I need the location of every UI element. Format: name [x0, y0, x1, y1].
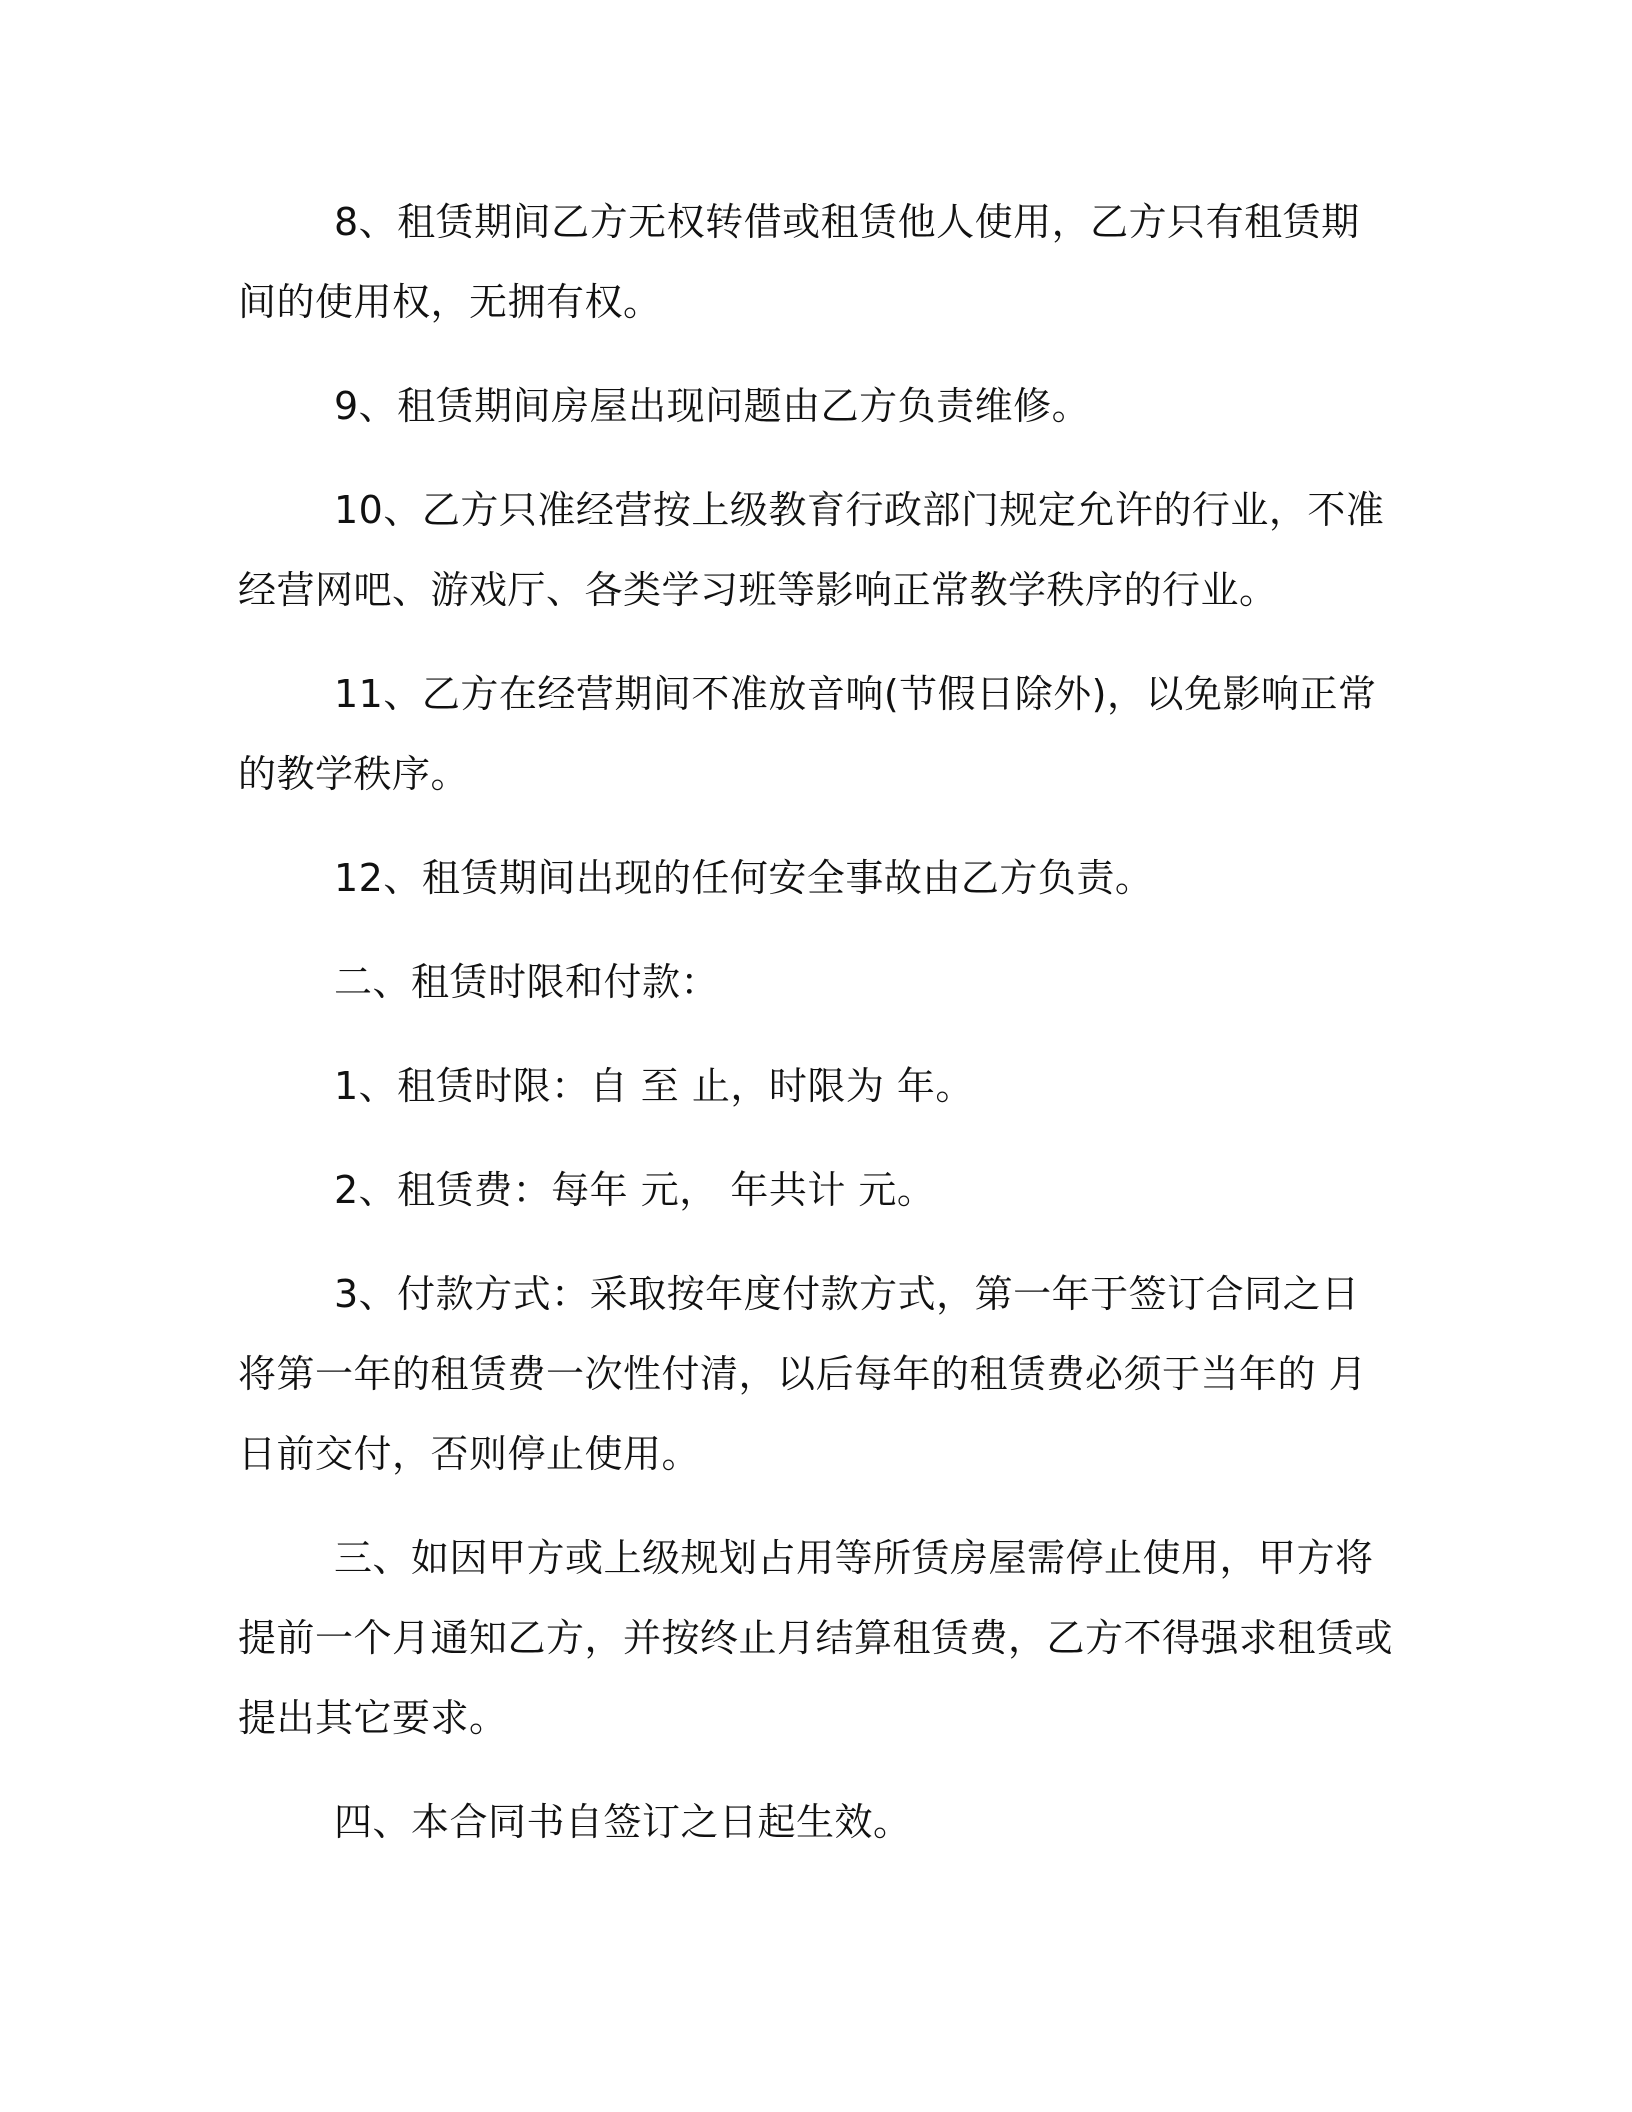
paragraph-gap: [238, 918, 1396, 942]
clause-8: 8、租赁期间乙方无权转借或租赁他人使用，乙方只有租赁期间的使用权，无拥有权。: [238, 200, 1360, 324]
paragraph-gap: [238, 1758, 1396, 1782]
term-3-payment: 3、付款方式：采取按年度付款方式，第一年于签订合同之日将第一年的租赁费一次性付清，以后每年的租赁费必须于当年的 月 日前交付，否则停止使用。: [238, 1272, 1368, 1476]
paragraph-gap: [238, 446, 1396, 470]
term-2-fee: 2、租赁费：每年 元， 年共计 元。: [334, 1168, 936, 1212]
paragraph-gap: [238, 630, 1396, 654]
paragraph-gap: [238, 1494, 1396, 1518]
section-3: 三、如因甲方或上级规划占用等所赁房屋需停止使用，甲方将提前一个月通知乙方，并按终止月结算租赁费，乙方不得强求租赁或提出其它要求。: [238, 1536, 1394, 1740]
section-4: 四、本合同书自签订之日起生效。: [334, 1800, 912, 1844]
paragraph-gap: [238, 814, 1396, 838]
paragraph-gap: [238, 1126, 1396, 1150]
paragraph-gap: [238, 1022, 1396, 1046]
term-1-duration: 1、租赁时限：自 至 止，时限为 年。: [334, 1064, 974, 1108]
document-body: [238, 182, 1396, 1862]
section-2-heading: 二、租赁时限和付款：: [334, 960, 720, 1004]
clause-10: 10、乙方只准经营按上级教育行政部门规定允许的行业，不准经营网吧、游戏厅、各类学习班等影响正常教学秩序的行业。: [238, 488, 1385, 612]
clause-9: 9、租赁期间房屋出现问题由乙方负责维修。: [334, 384, 1091, 428]
paragraph-gap: [238, 1230, 1396, 1254]
paragraph-gap: [238, 342, 1396, 366]
clause-12: 12、租赁期间出现的任何安全事故由乙方负责。: [334, 856, 1154, 900]
clause-11: 11、乙方在经营期间不准放音响(节假日除外)，以免影响正常的教学秩序。: [238, 672, 1377, 796]
